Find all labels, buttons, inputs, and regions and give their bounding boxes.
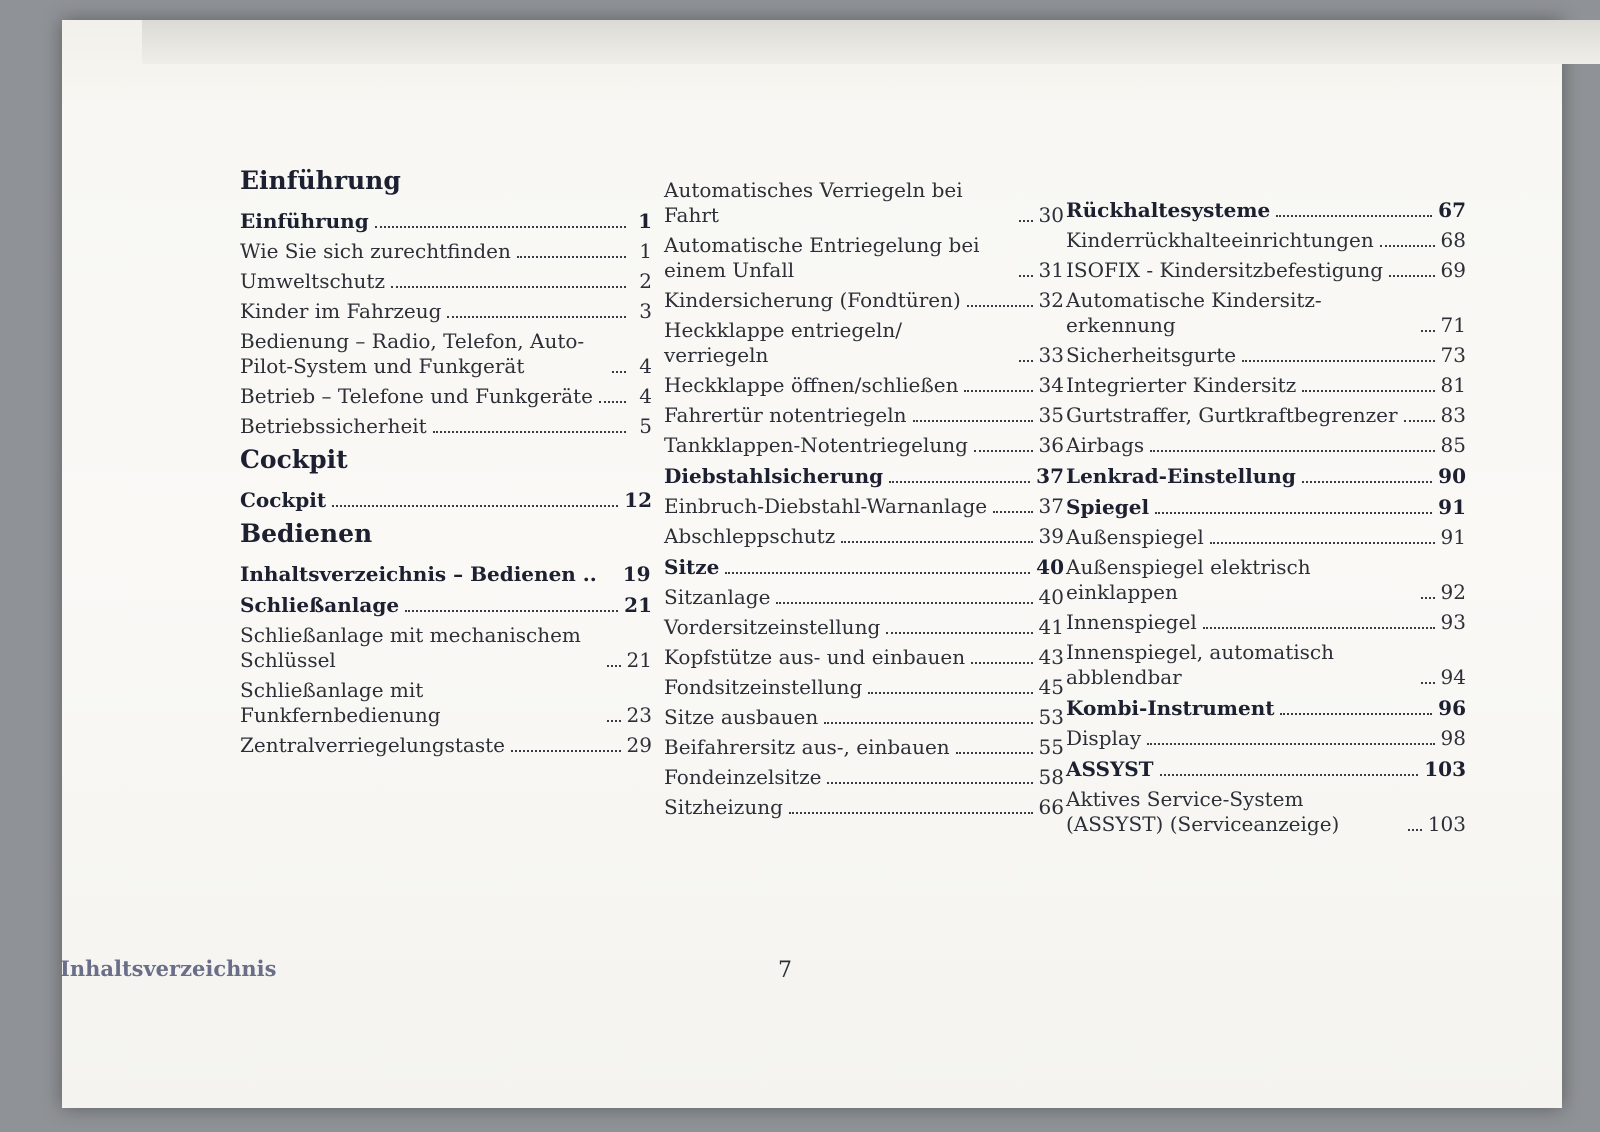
toc-entry-title: Gurtstraffer, Gurtkraftbegrenzer xyxy=(1066,403,1398,427)
toc-leader-dots xyxy=(971,662,1032,664)
toc-chapter-entry xyxy=(664,555,1064,580)
toc-entry-title: Außenspiegel elektrisch einklappen xyxy=(1066,555,1311,604)
toc-entry-title: Innenspiegel xyxy=(1066,610,1197,634)
toc-chapter-entry xyxy=(1066,495,1466,520)
toc-leader-dots xyxy=(1019,220,1033,222)
toc-leader-dots xyxy=(974,450,1033,452)
toc-page-number: 45 xyxy=(1038,675,1064,699)
toc-entry-title: Fondsitzeinstellung xyxy=(664,675,863,699)
toc-page-number: 37 xyxy=(1036,464,1064,488)
toc-page-number: 81 xyxy=(1440,373,1466,397)
toc-page-number: 71 xyxy=(1440,313,1466,337)
toc-page-number: 73 xyxy=(1440,343,1466,367)
toc-page-number: 85 xyxy=(1440,433,1466,457)
toc-page-number: 91 xyxy=(1440,525,1466,549)
toc-leader-dots xyxy=(599,401,626,403)
toc-entry-title: Airbags xyxy=(1066,433,1145,457)
toc-page-number: 94 xyxy=(1440,665,1466,689)
toc-entry xyxy=(240,733,652,758)
toc-entry xyxy=(1066,525,1466,550)
toc-chapter-entry xyxy=(1066,464,1466,489)
toc-chapter-entry xyxy=(240,488,652,513)
toc-entry-title: Fahrertür notentriegeln xyxy=(664,403,907,427)
toc-entry-title: Sitzheizung xyxy=(664,795,783,819)
toc-leader-dots xyxy=(1150,450,1434,452)
toc-entry-title: Abschleppschutz xyxy=(664,524,836,548)
toc-page-number: 5 xyxy=(639,414,652,438)
toc-page-number: 21 xyxy=(624,593,652,617)
toc-entry-title: Integrierter Kindersitz xyxy=(1066,373,1297,397)
toc-leader-dots xyxy=(1408,829,1422,831)
toc-entry-title: Sitze ausbauen xyxy=(664,705,819,729)
toc-entry-title: Automatische Entriegelung bei einem Unfall xyxy=(664,233,980,282)
toc-entry xyxy=(1066,228,1466,253)
toc-entry xyxy=(664,233,1064,283)
toc-leader-dots xyxy=(1242,360,1434,362)
toc-entry xyxy=(664,735,1064,760)
toc-entry xyxy=(240,269,652,294)
toc-entry xyxy=(240,329,652,379)
toc-entry-title: Schließanlage xyxy=(240,593,400,617)
toc-entry-title: Display xyxy=(1066,726,1142,750)
toc-chapter-entry xyxy=(240,209,652,234)
toc-entry-title: Automatische Kindersitz-erkennung xyxy=(1066,288,1322,337)
toc-leader-dots xyxy=(1302,481,1432,483)
toc-page-number: 4 xyxy=(639,384,652,408)
toc-page-number: 40 xyxy=(1038,585,1064,609)
toc-chapter-entry xyxy=(664,464,1064,489)
toc-entry-title: Umweltschutz xyxy=(240,269,386,293)
toc-entry-title: Sitze xyxy=(664,555,720,579)
toc-leader-dots xyxy=(433,431,626,433)
toc-page-number: 58 xyxy=(1038,765,1064,789)
toc-leader-dots xyxy=(375,226,626,228)
toc-entry-title: Schließanlage mit Funkfernbedienung xyxy=(240,678,441,727)
toc-leader-dots xyxy=(824,722,1032,724)
toc-leader-dots xyxy=(776,602,1032,604)
toc-entry-title: Wie Sie sich zurechtfinden xyxy=(240,239,511,263)
toc-entry xyxy=(664,373,1064,398)
toc-leader-dots xyxy=(612,371,626,373)
toc-leader-dots xyxy=(1404,420,1435,422)
toc-page-number: 33 xyxy=(1038,343,1064,367)
toc-leader-dots xyxy=(511,750,621,752)
toc-leader-dots xyxy=(1389,275,1434,277)
toc-entry-title: Cockpit xyxy=(240,488,327,512)
toc-page-number: 68 xyxy=(1440,228,1466,252)
toc-leader-dots xyxy=(1380,245,1435,247)
toc-entry-title: Zentralverriegelungstaste xyxy=(240,733,505,757)
toc-entry-title: Spiegel xyxy=(1066,495,1150,519)
toc-page-number: 40 xyxy=(1036,555,1064,579)
toc-leader-dots xyxy=(913,420,1033,422)
toc-chapter-entry xyxy=(1066,198,1466,223)
toc-section-heading: Einführung xyxy=(240,166,401,195)
toc-entry xyxy=(1066,610,1466,635)
toc-leader-dots xyxy=(1280,713,1432,715)
manual-page xyxy=(62,20,1562,1108)
toc-column-1 xyxy=(240,160,652,763)
toc-entry xyxy=(1066,258,1466,283)
toc-leader-dots xyxy=(967,305,1033,307)
toc-entry xyxy=(664,494,1064,519)
toc-entry-title: Kindersicherung (Fondtüren) xyxy=(664,288,961,312)
toc-page-number: 19 xyxy=(622,562,651,586)
toc-entry-title: Lenkrad-Einstellung xyxy=(1066,464,1296,488)
toc-entry-title: Sicherheitsgurte xyxy=(1066,343,1237,367)
toc-leader-dots xyxy=(1019,275,1033,277)
toc-page-number: 103 xyxy=(1424,757,1466,781)
toc-entry xyxy=(664,433,1064,458)
toc-entry xyxy=(1066,288,1466,338)
toc-entry xyxy=(240,384,652,409)
toc-page-number: 4 xyxy=(639,354,652,378)
toc-leader-dots xyxy=(405,610,618,612)
toc-entry-title: Kopfstütze aus- und einbauen xyxy=(664,645,966,669)
toc-page-number: 69 xyxy=(1440,258,1466,282)
toc-chapter-entry xyxy=(1066,696,1466,721)
toc-entry-title: Kinder im Fahrzeug xyxy=(240,299,442,323)
toc-entry-title: Rückhaltesysteme xyxy=(1066,198,1271,222)
toc-entry xyxy=(240,299,652,324)
toc-section-heading: Cockpit xyxy=(240,445,348,474)
toc-page-number: 53 xyxy=(1038,705,1064,729)
toc-leader-dots xyxy=(868,692,1032,694)
toc-leader-dots xyxy=(1421,597,1435,599)
toc-page-number: 31 xyxy=(1038,258,1064,282)
toc-entry xyxy=(1066,555,1466,605)
toc-entry-title: Heckklappe öffnen/schließen xyxy=(664,373,959,397)
toc-entry xyxy=(240,678,652,728)
toc-entry-title: ISOFIX - Kindersitzbefestigung xyxy=(1066,258,1384,282)
toc-page-number: 12 xyxy=(624,488,652,512)
toc-page-number: 41 xyxy=(1038,615,1064,639)
toc-entry xyxy=(1066,787,1466,837)
toc-page-number: 96 xyxy=(1438,696,1466,720)
toc-page-number: 43 xyxy=(1038,645,1064,669)
toc-page-number: 39 xyxy=(1038,524,1064,548)
toc-entry-title: Heckklappe entriegeln/ verriegeln xyxy=(664,318,903,367)
toc-entry xyxy=(664,524,1064,549)
toc-leader-dots xyxy=(827,782,1032,784)
toc-leader-dots xyxy=(607,720,621,722)
toc-page-number: 91 xyxy=(1438,495,1466,519)
toc-entry xyxy=(664,403,1064,428)
toc-page-number: 55 xyxy=(1038,735,1064,759)
toc-chapter-entry xyxy=(240,593,652,618)
footer-section-title: Inhaltsverzeichnis xyxy=(60,956,277,981)
toc-leader-dots xyxy=(607,665,621,667)
toc-entry xyxy=(664,645,1064,670)
toc-leader-dots xyxy=(332,505,618,507)
toc-entry-title: Fondeinzelsitze xyxy=(664,765,822,789)
toc-entry xyxy=(240,239,652,264)
toc-chapter-entry xyxy=(1066,757,1466,782)
toc-page-number: 30 xyxy=(1038,203,1064,227)
toc-page-number: 3 xyxy=(639,299,652,323)
toc-page-number: 83 xyxy=(1440,403,1466,427)
toc-page-number: 1 xyxy=(638,209,652,233)
toc-page-number: 93 xyxy=(1440,610,1466,634)
page-fold xyxy=(142,20,1600,64)
toc-entry xyxy=(664,795,1064,820)
toc-page-number: 23 xyxy=(626,703,652,727)
toc-leader-dots xyxy=(1160,774,1419,776)
toc-leader-dots xyxy=(964,390,1032,392)
toc-page-number: 67 xyxy=(1438,198,1466,222)
toc-leader-dots xyxy=(889,481,1030,483)
toc-entry-title: Schließanlage mit mechanischem Schlüssel xyxy=(240,623,581,672)
toc-page-number: 103 xyxy=(1427,812,1466,836)
toc-entry xyxy=(1066,343,1466,368)
toc-leader-dots xyxy=(1155,512,1432,514)
toc-entry-title: Sitzanlage xyxy=(664,585,771,609)
toc-entry-title: Betriebssicherheit xyxy=(240,414,427,438)
toc-page-number: 98 xyxy=(1440,726,1466,750)
page-number: 7 xyxy=(778,958,792,983)
toc-page-number: 2 xyxy=(639,269,652,293)
toc-column-2 xyxy=(664,178,1064,825)
toc-entry-title: Diebstahlsicherung xyxy=(664,464,884,488)
toc-page-number: 66 xyxy=(1038,795,1064,819)
toc-entry-title: Beifahrersitz aus-, einbauen xyxy=(664,735,950,759)
toc-entry xyxy=(664,765,1064,790)
toc-page-number: 21 xyxy=(626,648,652,672)
toc-leader-dots xyxy=(1302,390,1434,392)
toc-entry-title: Inhaltsverzeichnis – Bedienen .. xyxy=(240,562,597,586)
toc-entry-title: Tankklappen-Notentriegelung xyxy=(664,433,968,457)
toc-entry xyxy=(1066,726,1466,751)
toc-leader-dots xyxy=(841,541,1032,543)
toc-page-number: 32 xyxy=(1038,288,1064,312)
toc-entry-title: Kinderrückhalteeinrichtungen xyxy=(1066,228,1374,252)
toc-entry-title: Einbruch-Diebstahl-Warnanlage xyxy=(664,494,988,518)
toc-entry xyxy=(240,414,652,439)
toc-entry xyxy=(240,623,652,673)
toc-section-heading: Bedienen xyxy=(240,519,373,548)
toc-leader-dots xyxy=(789,812,1033,814)
toc-leader-dots xyxy=(517,256,626,258)
toc-page-number: 37 xyxy=(1038,494,1064,518)
toc-page-number: 35 xyxy=(1038,403,1064,427)
toc-entry xyxy=(1066,403,1466,428)
toc-entry-title: Bedienung – Radio, Telefon, Auto-Pilot-System und Funkgerät xyxy=(240,329,585,378)
toc-leader-dots xyxy=(391,286,626,288)
toc-column-3 xyxy=(1066,192,1466,842)
toc-entry xyxy=(664,675,1064,700)
toc-leader-dots xyxy=(1147,743,1434,745)
toc-entry-title: ASSYST xyxy=(1066,757,1154,781)
toc-entry-title: Betrieb – Telefone und Funkgeräte xyxy=(240,384,593,408)
toc-entry-title: Kombi-Instrument xyxy=(1066,696,1275,720)
toc-entry xyxy=(1066,433,1466,458)
toc-leader-dots xyxy=(1210,542,1435,544)
toc-entry xyxy=(664,615,1064,640)
toc-entry xyxy=(1066,373,1466,398)
toc-leader-dots xyxy=(1421,330,1435,332)
toc-entry-title: Aktives Service-System (ASSYST) (Serviceanzeige) xyxy=(1066,787,1340,836)
toc-entry-title: Innenspiegel, automatisch abblendbar xyxy=(1066,640,1334,689)
toc-leader-dots xyxy=(993,511,1032,513)
toc-entry xyxy=(1066,640,1466,690)
toc-leader-dots xyxy=(1421,682,1435,684)
toc-page-number: 1 xyxy=(639,239,652,263)
toc-leader-dots xyxy=(1019,360,1033,362)
toc-entry-title: Vordersitzeinstellung xyxy=(664,615,881,639)
toc-leader-dots xyxy=(1276,215,1432,217)
toc-page-number: 36 xyxy=(1038,433,1064,457)
toc-leader-dots xyxy=(956,752,1033,754)
toc-page-number: 34 xyxy=(1038,373,1064,397)
toc-leader-dots xyxy=(447,316,626,318)
toc-chapter-entry xyxy=(240,562,652,587)
toc-entry xyxy=(664,705,1064,730)
toc-entry xyxy=(664,585,1064,610)
toc-page-number: 29 xyxy=(626,733,652,757)
toc-entry xyxy=(664,288,1064,313)
toc-leader-dots xyxy=(1203,627,1435,629)
toc-page-number: 92 xyxy=(1440,580,1466,604)
toc-page-number: 90 xyxy=(1438,464,1466,488)
toc-entry-title: Außenspiegel xyxy=(1066,525,1204,549)
toc-leader-dots xyxy=(886,632,1032,634)
toc-entry-title: Automatisches Verriegeln bei Fahrt xyxy=(664,178,963,227)
toc-entry xyxy=(664,318,1064,368)
toc-entry xyxy=(664,178,1064,228)
toc-entry-title: Einführung xyxy=(240,209,369,233)
toc-leader-dots xyxy=(725,572,1030,574)
